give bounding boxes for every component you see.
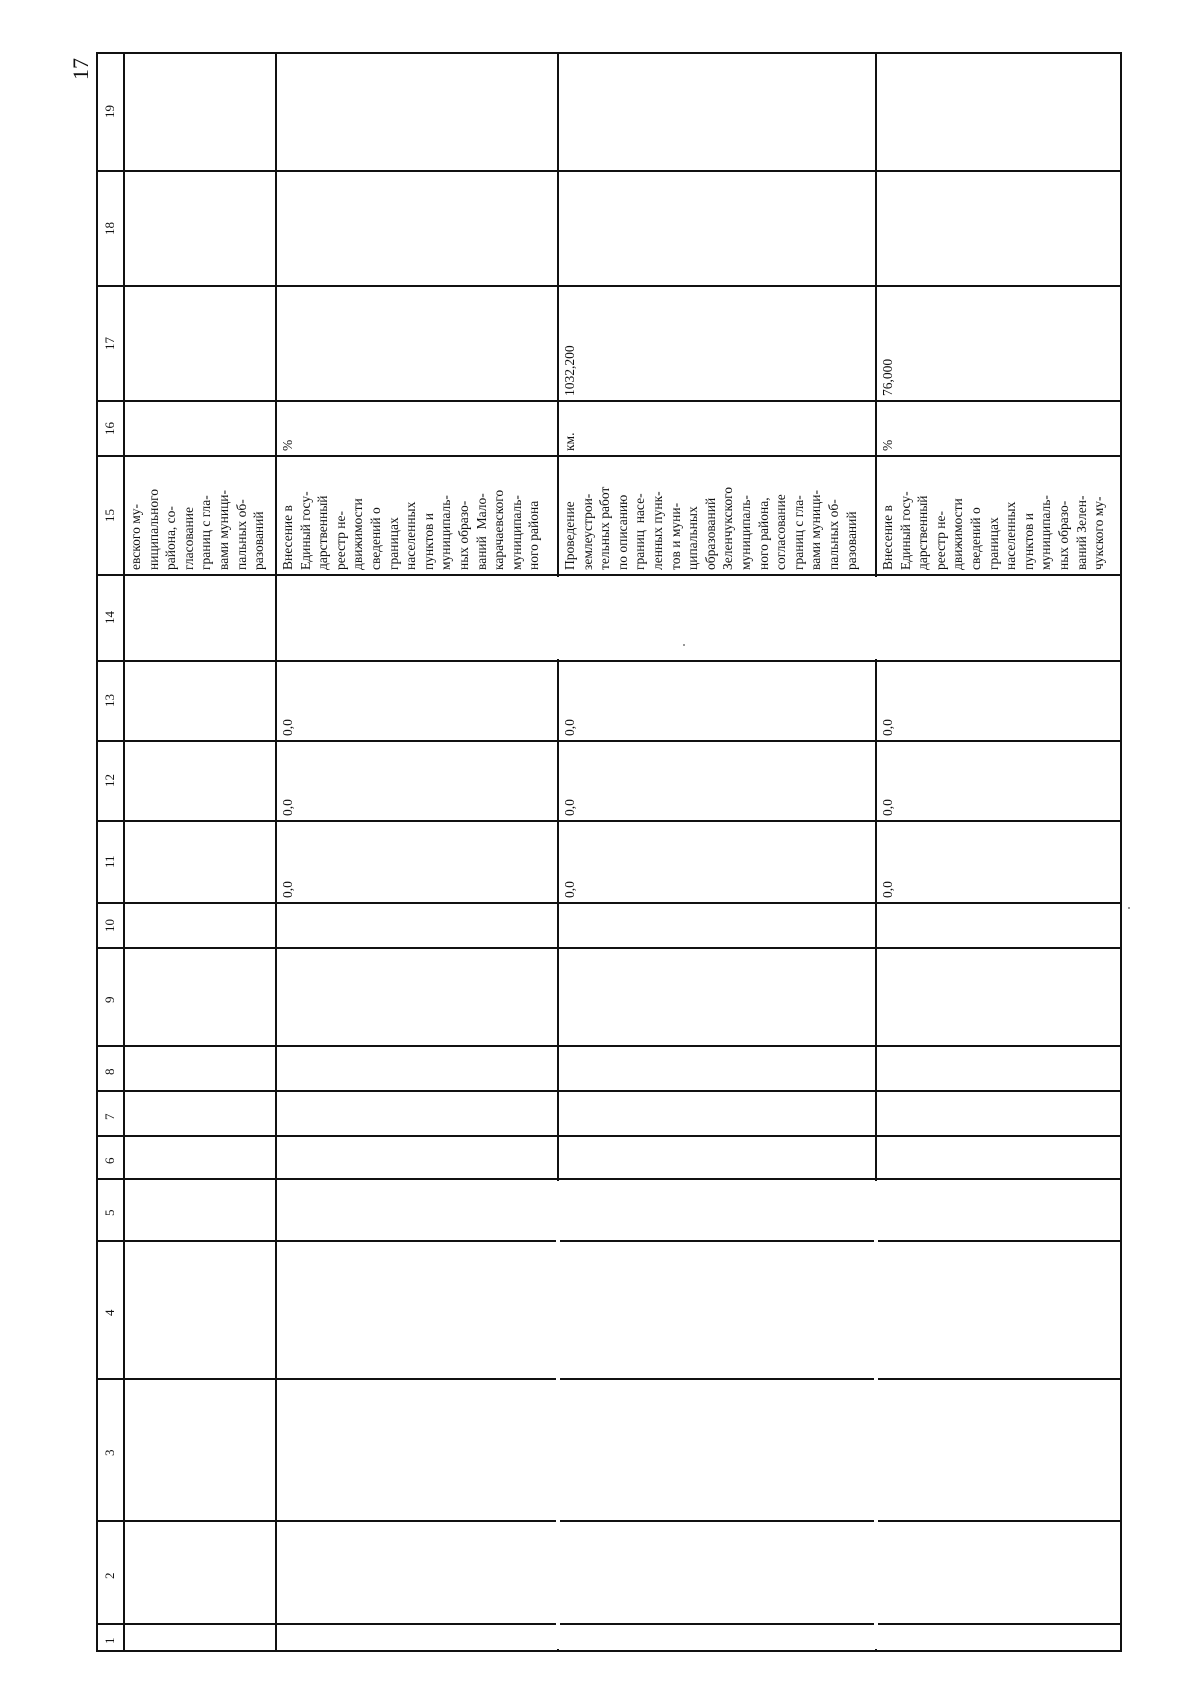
table-border-left bbox=[96, 52, 98, 1650]
column-divider bbox=[275, 1520, 1120, 1522]
column-divider bbox=[123, 1240, 275, 1242]
column-divider bbox=[96, 1178, 123, 1180]
column-number-2: 2 bbox=[102, 1572, 117, 1579]
column-divider bbox=[275, 1045, 1120, 1047]
column-number-17: 17 bbox=[102, 336, 117, 350]
column-divider bbox=[123, 902, 275, 904]
column-divider bbox=[96, 740, 123, 742]
column-divider bbox=[123, 660, 275, 662]
column-divider bbox=[123, 1178, 275, 1180]
column-number-16: 16 bbox=[102, 421, 117, 435]
cell-col11: 0,0 bbox=[280, 881, 295, 898]
row-divider bbox=[123, 52, 125, 1650]
table-border-top bbox=[96, 52, 1120, 54]
cell-col15: Проведение землеустрои- тельных работ по описанию границ насе- ленных пунк- тов и муни- ципальных образований Зеленчукского муниципаль- ного района, согласование границ с гла- вами муници- пальных об- разований bbox=[562, 486, 859, 570]
column-divider bbox=[275, 1178, 1120, 1180]
cell-col16: % bbox=[280, 439, 295, 451]
column-divider bbox=[123, 1135, 275, 1137]
column-divider bbox=[275, 285, 1120, 287]
column-divider bbox=[123, 400, 275, 402]
cell-col15: Внесение в Единый госу- дарственный реестр не- движимости сведений о границах населенных пунктов и муниципаль- ных образо- ваний Мало- карачаевского муниципаль- ного района bbox=[280, 489, 542, 570]
column-divider bbox=[275, 820, 1120, 822]
column-divider bbox=[275, 400, 1120, 402]
column-divider bbox=[275, 902, 1120, 904]
column-number-11: 11 bbox=[102, 855, 117, 868]
column-divider bbox=[275, 1240, 1120, 1242]
column-divider bbox=[123, 285, 275, 287]
cell-col13: 0,0 bbox=[880, 719, 895, 736]
column-divider bbox=[96, 1240, 123, 1242]
cell-col15: евского му- ниципального района, со- гласование границ с гла- вами муници- пальных об- разований bbox=[128, 488, 267, 570]
column-divider bbox=[96, 902, 123, 904]
column-divider bbox=[123, 1520, 275, 1522]
cell-col16: км. bbox=[562, 432, 577, 451]
column-number-18: 18 bbox=[102, 221, 117, 235]
column-divider bbox=[123, 455, 275, 457]
column-divider bbox=[123, 820, 275, 822]
column-divider bbox=[96, 1045, 123, 1047]
column-divider bbox=[123, 574, 275, 576]
column-number-7: 7 bbox=[102, 1113, 117, 1120]
cell-col13: 0,0 bbox=[562, 719, 577, 736]
column-divider bbox=[275, 947, 1120, 949]
column-divider bbox=[96, 285, 123, 287]
scan-speck bbox=[1128, 907, 1130, 909]
column-divider bbox=[96, 1378, 123, 1380]
column-number-9: 9 bbox=[102, 996, 117, 1003]
cell-col12: 0,0 bbox=[880, 799, 895, 816]
column-divider bbox=[96, 947, 123, 949]
column-divider bbox=[96, 170, 123, 172]
column-divider bbox=[96, 574, 123, 576]
column-number-10: 10 bbox=[102, 918, 117, 932]
column-divider bbox=[96, 1135, 123, 1137]
column-divider bbox=[275, 170, 1120, 172]
column-divider bbox=[123, 740, 275, 742]
cell-col13: 0,0 bbox=[280, 719, 295, 736]
column-divider bbox=[123, 1623, 275, 1625]
column-divider bbox=[123, 947, 275, 949]
scan-speck bbox=[683, 644, 685, 646]
column-divider bbox=[96, 400, 123, 402]
column-number-4: 4 bbox=[102, 1309, 117, 1316]
cell-col16: % bbox=[880, 439, 895, 451]
column-divider bbox=[123, 1378, 275, 1380]
column-number-3: 3 bbox=[102, 1449, 117, 1456]
column-divider bbox=[275, 1623, 1120, 1625]
cell-col12: 0,0 bbox=[280, 799, 295, 816]
column-divider bbox=[275, 1090, 1120, 1092]
column-number-15: 15 bbox=[102, 508, 117, 522]
cell-col17: 76,000 bbox=[880, 358, 895, 396]
column-divider bbox=[275, 455, 1120, 457]
column-divider bbox=[96, 820, 123, 822]
column-divider bbox=[275, 1135, 1120, 1137]
cell-col12: 0,0 bbox=[562, 799, 577, 816]
column-number-5: 5 bbox=[102, 1209, 117, 1216]
column-divider bbox=[275, 660, 1120, 662]
column-number-12: 12 bbox=[102, 774, 117, 787]
column-number-6: 6 bbox=[102, 1157, 117, 1164]
table-border-bottom bbox=[96, 1650, 1120, 1652]
column-divider bbox=[96, 1520, 123, 1522]
row-divider bbox=[275, 52, 277, 1650]
merged-cell-area bbox=[556, 577, 560, 659]
table-border-right bbox=[1120, 52, 1122, 1652]
column-divider bbox=[96, 1090, 123, 1092]
column-divider bbox=[96, 455, 123, 457]
column-number-1: 1 bbox=[102, 1637, 117, 1644]
column-number-13: 13 bbox=[102, 694, 117, 707]
column-divider bbox=[275, 574, 1120, 576]
column-number-8: 8 bbox=[102, 1068, 117, 1075]
merged-cell-area bbox=[874, 1181, 878, 1649]
column-divider bbox=[275, 740, 1120, 742]
column-number-14: 14 bbox=[102, 611, 117, 624]
column-divider bbox=[96, 660, 123, 662]
cell-col11: 0,0 bbox=[562, 881, 577, 898]
column-divider bbox=[123, 1045, 275, 1047]
column-divider bbox=[275, 1378, 1120, 1380]
column-divider bbox=[123, 170, 275, 172]
page-number: 17 bbox=[68, 58, 93, 80]
cell-col11: 0,0 bbox=[880, 881, 895, 898]
merged-cell-area bbox=[556, 1181, 560, 1649]
column-divider bbox=[96, 1623, 123, 1625]
cell-col15: Внесение в Единый госу- дарственный реестр не- движимости сведений о границах населенных пунктов и муниципаль- ных образо- ваний Зелен- чукского му- bbox=[880, 491, 1107, 570]
cell-col17: 1032,200 bbox=[562, 345, 577, 396]
merged-cell-area bbox=[874, 577, 878, 659]
column-number-19: 19 bbox=[102, 105, 117, 118]
column-divider bbox=[123, 1090, 275, 1092]
